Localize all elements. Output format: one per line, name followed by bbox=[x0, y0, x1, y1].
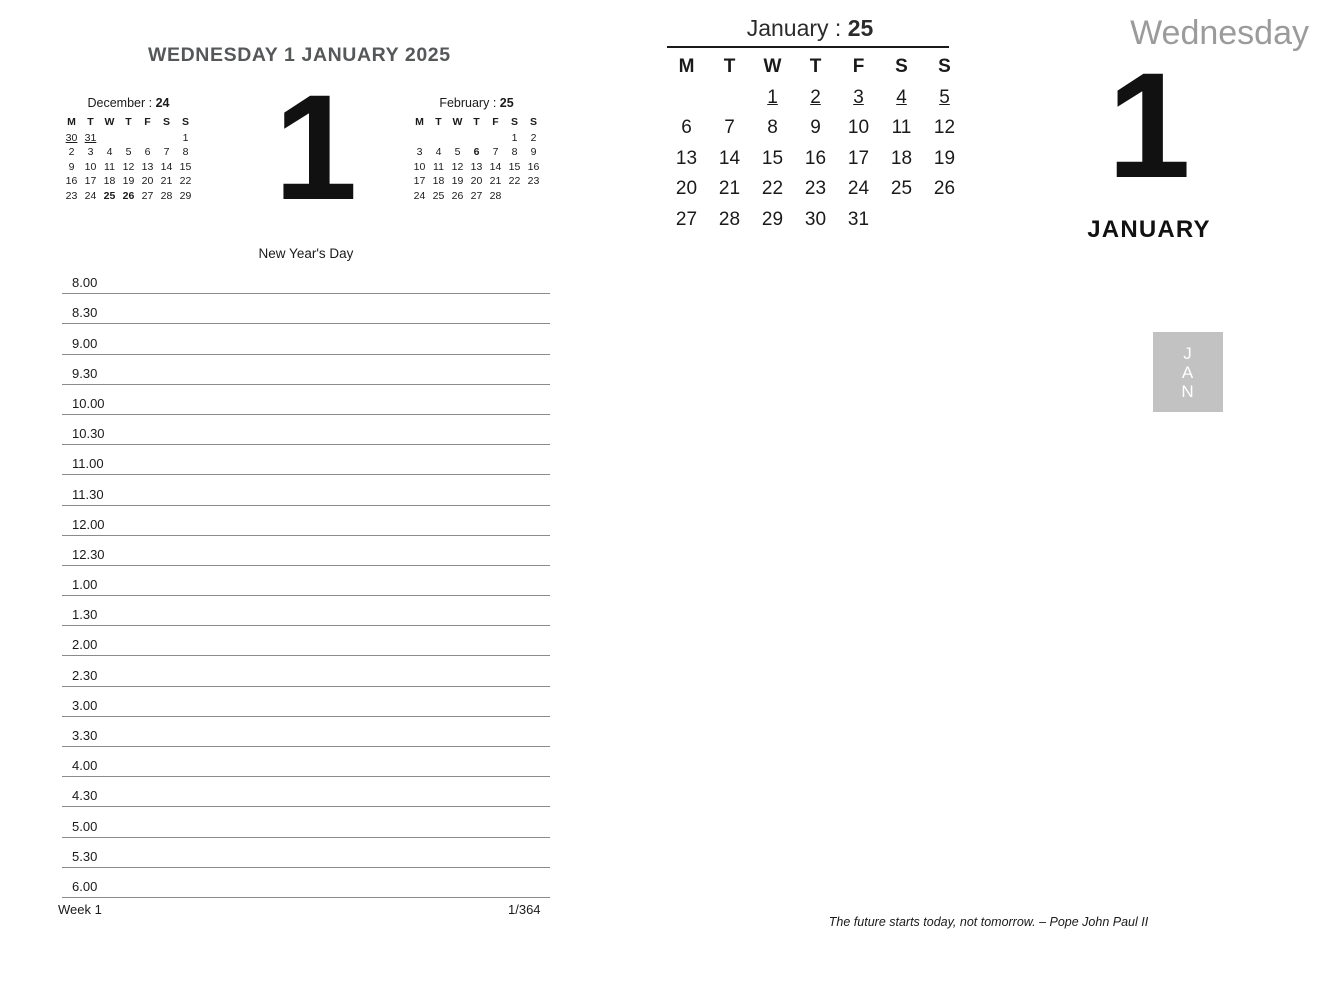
mini-day bbox=[410, 131, 429, 146]
time-slot-label: 8.00 bbox=[72, 275, 98, 291]
mini-weekday: S bbox=[529, 116, 537, 128]
mini-day: 11 bbox=[433, 160, 444, 173]
mini-day bbox=[100, 131, 119, 146]
mini-day: 23 bbox=[65, 189, 78, 202]
mini-day: 24 bbox=[84, 189, 97, 202]
mini-day: 13 bbox=[141, 160, 154, 173]
mini-day: 25 bbox=[432, 189, 445, 202]
mini-weekday-row bbox=[410, 115, 543, 131]
calendar-week-row bbox=[665, 113, 966, 144]
time-slot-label: 10.30 bbox=[72, 426, 105, 442]
mini-day: 9 bbox=[530, 146, 537, 158]
mini-day: 22 bbox=[179, 175, 192, 187]
mini-day: 12 bbox=[122, 160, 135, 173]
calendar-day[interactable] bbox=[923, 205, 966, 236]
calendar-day[interactable]: 14 bbox=[718, 147, 741, 169]
mini-weekday: W bbox=[104, 116, 115, 128]
mini-day: 15 bbox=[508, 160, 521, 173]
mini-day: 20 bbox=[141, 175, 154, 187]
mini-day: 16 bbox=[527, 160, 540, 173]
mini-day: 4 bbox=[106, 146, 113, 158]
mini-day: 21 bbox=[489, 175, 502, 187]
time-slot-row[interactable] bbox=[62, 415, 550, 445]
mini-day: 21 bbox=[160, 175, 173, 187]
calendar-day[interactable]: 10 bbox=[847, 117, 870, 139]
calendar-week-row bbox=[665, 83, 966, 114]
mini-weekday: T bbox=[435, 116, 442, 128]
mini-day bbox=[467, 131, 486, 146]
mini-calendar-december bbox=[62, 96, 195, 203]
mini-day: 6 bbox=[144, 146, 151, 158]
week-number-label: Week 1 bbox=[58, 902, 102, 917]
time-slot-label: 10.00 bbox=[72, 395, 105, 411]
mini-day: 30 bbox=[65, 131, 78, 144]
mini-day bbox=[429, 131, 448, 146]
time-slot-row[interactable] bbox=[62, 385, 550, 415]
time-slot-label: 11.00 bbox=[72, 456, 104, 472]
time-slot-row[interactable] bbox=[62, 475, 550, 505]
mini-weekday: W bbox=[452, 116, 463, 128]
time-slot-label: 11.30 bbox=[72, 486, 104, 502]
mini-day: 26 bbox=[451, 189, 464, 202]
calendar-day[interactable]: 5 bbox=[939, 86, 950, 108]
calendar-day[interactable]: 30 bbox=[804, 208, 827, 230]
mini-day: 17 bbox=[413, 175, 426, 187]
month-tab-letter: A bbox=[1181, 362, 1195, 382]
mini-day bbox=[505, 189, 524, 204]
calendar-day[interactable]: 13 bbox=[675, 147, 698, 169]
calendar-day[interactable]: 2 bbox=[810, 86, 821, 108]
mini-day: 7 bbox=[492, 146, 499, 158]
mini-calendar-february-table bbox=[410, 115, 543, 203]
mini-day bbox=[157, 131, 176, 146]
time-slot-label: 1.00 bbox=[72, 577, 98, 593]
mini-week-row bbox=[410, 160, 543, 175]
mini-day: 14 bbox=[489, 160, 502, 173]
mini-day: 18 bbox=[103, 175, 116, 187]
calendar-day[interactable]: 27 bbox=[675, 208, 698, 230]
mini-week-row bbox=[410, 131, 543, 146]
mini-day bbox=[448, 131, 467, 146]
mini-day: 29 bbox=[179, 189, 192, 202]
time-slot-label: 5.00 bbox=[72, 818, 98, 834]
calendar-week-row bbox=[665, 205, 966, 236]
mini-weekday: M bbox=[415, 116, 424, 128]
calendar-day[interactable]: 24 bbox=[847, 178, 870, 200]
holiday-label: New Year's Day bbox=[258, 246, 354, 261]
mini-day: 1 bbox=[182, 131, 189, 144]
month-name: JANUARY bbox=[1087, 216, 1211, 243]
calendar-weekday: F bbox=[852, 56, 865, 78]
mini-day: 10 bbox=[84, 160, 97, 173]
time-slot-row[interactable] bbox=[62, 536, 550, 566]
big-day-number-left: 1 bbox=[274, 63, 358, 231]
quote-text: The future starts today, not tomorrow. – Pope John Paul II bbox=[828, 915, 1149, 929]
calendar-day[interactable]: 1 bbox=[767, 86, 778, 108]
calendar-weekday: M bbox=[678, 56, 695, 78]
mini-day: 3 bbox=[87, 146, 94, 158]
time-slot-label: 9.30 bbox=[72, 365, 98, 381]
mini-day: 19 bbox=[451, 175, 464, 187]
time-slot-row[interactable] bbox=[62, 566, 550, 596]
mini-week-row bbox=[62, 160, 195, 175]
calendar-day[interactable]: 4 bbox=[896, 86, 907, 108]
mini-weekday: T bbox=[125, 116, 132, 128]
mini-weekday: F bbox=[492, 116, 499, 128]
calendar-day[interactable]: 28 bbox=[718, 208, 741, 230]
day-of-year-label: 1/364 bbox=[508, 902, 541, 917]
time-slot-row[interactable] bbox=[62, 747, 550, 777]
calendar-weekday: S bbox=[895, 56, 908, 78]
mini-weekday: F bbox=[144, 116, 151, 128]
mini-calendar-december-title: December : 24 bbox=[87, 96, 170, 110]
mini-day: 16 bbox=[65, 175, 78, 187]
calendar-day[interactable]: 22 bbox=[761, 178, 784, 200]
month-tab-letter: N bbox=[1181, 381, 1195, 401]
calendar-day[interactable]: 26 bbox=[933, 178, 956, 200]
month-calendar-table bbox=[665, 52, 966, 235]
mini-day: 5 bbox=[125, 146, 132, 158]
mini-day: 1 bbox=[511, 131, 518, 144]
mini-day: 20 bbox=[470, 175, 483, 187]
mini-day: 12 bbox=[451, 160, 464, 173]
time-slot-label: 4.00 bbox=[72, 758, 98, 774]
mini-day: 4 bbox=[435, 146, 442, 158]
calendar-weekday: S bbox=[938, 56, 951, 78]
time-slot-label: 9.00 bbox=[72, 335, 98, 351]
time-slot-grid bbox=[62, 264, 550, 898]
mini-weekday: T bbox=[473, 116, 480, 128]
calendar-day[interactable]: 11 bbox=[891, 117, 912, 139]
calendar-week-row bbox=[665, 144, 966, 175]
time-slot-row[interactable] bbox=[62, 445, 550, 475]
mini-week-row bbox=[62, 131, 195, 146]
time-slot-row[interactable] bbox=[62, 687, 550, 717]
month-calendar-title: January : 25 bbox=[746, 15, 874, 41]
mini-day bbox=[524, 189, 543, 204]
mini-day: 28 bbox=[489, 189, 502, 202]
mini-week-row bbox=[62, 174, 195, 189]
mini-day: 31 bbox=[84, 131, 97, 144]
mini-day: 25 bbox=[103, 189, 116, 202]
mini-day bbox=[138, 131, 157, 146]
calendar-weekday: T bbox=[809, 56, 822, 78]
mini-week-row bbox=[62, 145, 195, 160]
mini-weekday-row bbox=[62, 115, 195, 131]
time-slot-row[interactable] bbox=[62, 506, 550, 536]
calendar-day[interactable] bbox=[708, 83, 751, 114]
right-page bbox=[659, 0, 1318, 1006]
time-slot-label: 8.30 bbox=[72, 305, 98, 321]
calendar-day[interactable]: 12 bbox=[933, 117, 956, 139]
calendar-weekday: W bbox=[763, 56, 782, 78]
calendar-day[interactable]: 17 bbox=[847, 147, 870, 169]
calendar-week-row bbox=[665, 174, 966, 205]
mini-day bbox=[119, 131, 138, 146]
calendar-day[interactable]: 18 bbox=[890, 147, 913, 169]
mini-day: 28 bbox=[160, 189, 173, 202]
mini-day: 13 bbox=[470, 160, 483, 173]
time-slot-row[interactable] bbox=[62, 294, 550, 324]
page-title: WEDNESDAY 1 JANUARY 2025 bbox=[148, 44, 451, 66]
mini-day: 23 bbox=[527, 175, 540, 187]
calendar-day[interactable]: 31 bbox=[847, 208, 870, 230]
mini-weekday: S bbox=[181, 116, 189, 128]
time-slot-label: 3.00 bbox=[72, 697, 98, 713]
mini-day: 22 bbox=[508, 175, 521, 187]
time-slot-row[interactable] bbox=[62, 868, 550, 898]
mini-day: 5 bbox=[454, 146, 461, 158]
mini-day: 11 bbox=[104, 160, 115, 173]
mini-week-row bbox=[410, 189, 543, 204]
time-slot-label: 2.00 bbox=[72, 637, 98, 653]
time-slot-row[interactable] bbox=[62, 596, 550, 626]
time-slot-row[interactable] bbox=[62, 264, 550, 294]
calendar-day[interactable]: 23 bbox=[804, 178, 827, 200]
time-slot-label: 12.30 bbox=[72, 546, 105, 562]
mini-weekday: T bbox=[87, 116, 94, 128]
mini-day: 26 bbox=[122, 189, 135, 202]
mini-day: 6 bbox=[473, 146, 480, 158]
calendar-day[interactable] bbox=[665, 83, 708, 114]
mini-day: 2 bbox=[68, 146, 75, 158]
time-slot-row[interactable] bbox=[62, 656, 550, 686]
mini-day: 9 bbox=[68, 160, 75, 173]
mini-weekday: S bbox=[162, 116, 170, 128]
calendar-day[interactable]: 15 bbox=[761, 147, 784, 169]
mini-day: 10 bbox=[413, 160, 426, 173]
time-slot-label: 1.30 bbox=[72, 607, 98, 623]
time-slot-label: 2.30 bbox=[72, 667, 98, 683]
calendar-day[interactable]: 21 bbox=[718, 178, 741, 200]
mini-week-row bbox=[410, 145, 543, 160]
mini-day: 8 bbox=[511, 146, 518, 158]
time-slot-label: 5.30 bbox=[72, 848, 98, 864]
calendar-weekday-row bbox=[665, 52, 966, 83]
time-slot-label: 4.30 bbox=[72, 788, 98, 804]
title-divider bbox=[667, 46, 949, 48]
mini-day: 2 bbox=[530, 131, 537, 144]
time-slot-label: 3.30 bbox=[72, 728, 98, 743]
calendar-day[interactable]: 25 bbox=[890, 178, 913, 200]
time-slot-row[interactable] bbox=[62, 807, 550, 837]
mini-day: 19 bbox=[122, 175, 135, 187]
mini-day: 14 bbox=[160, 160, 173, 173]
calendar-day[interactable]: 8 bbox=[767, 117, 778, 139]
time-slot-row[interactable] bbox=[62, 717, 550, 747]
time-slot-label: 12.00 bbox=[72, 516, 105, 532]
calendar-day[interactable]: 9 bbox=[810, 117, 821, 139]
mini-day: 17 bbox=[84, 175, 97, 187]
weekday-name: Wednesday bbox=[1130, 14, 1309, 52]
time-slot-row[interactable] bbox=[62, 626, 550, 656]
calendar-day[interactable]: 19 bbox=[933, 147, 956, 169]
time-slot-row[interactable] bbox=[62, 838, 550, 868]
calendar-day[interactable]: 7 bbox=[724, 117, 735, 139]
mini-day: 7 bbox=[163, 146, 170, 158]
calendar-day[interactable]: 3 bbox=[853, 86, 864, 108]
mini-day bbox=[486, 131, 505, 146]
calendar-day[interactable]: 29 bbox=[761, 208, 784, 230]
mini-day: 15 bbox=[179, 160, 192, 173]
mini-day: 8 bbox=[182, 146, 189, 158]
time-slot-label: 6.00 bbox=[72, 878, 98, 894]
mini-day: 24 bbox=[413, 189, 426, 202]
mini-day: 18 bbox=[432, 175, 445, 187]
mini-calendar-december-table bbox=[62, 115, 195, 203]
mini-day: 27 bbox=[470, 189, 483, 202]
mini-day: 3 bbox=[416, 146, 423, 158]
calendar-weekday: T bbox=[723, 56, 736, 78]
time-slot-row[interactable] bbox=[62, 355, 550, 385]
calendar-day[interactable]: 20 bbox=[675, 178, 698, 200]
month-tab-letter: J bbox=[1183, 343, 1193, 363]
mini-week-row bbox=[410, 174, 543, 189]
mini-day: 27 bbox=[141, 189, 154, 202]
mini-weekday: M bbox=[67, 116, 76, 128]
month-thumb-tab[interactable] bbox=[1153, 332, 1223, 412]
calendar-day[interactable]: 6 bbox=[681, 117, 692, 139]
big-day-number-right: 1 bbox=[1107, 41, 1191, 209]
time-slot-row[interactable] bbox=[62, 324, 550, 354]
mini-calendar-february bbox=[410, 96, 543, 203]
calendar-day[interactable] bbox=[880, 205, 923, 236]
mini-calendar-february-title: February : 25 bbox=[439, 96, 514, 110]
mini-weekday: S bbox=[510, 116, 518, 128]
time-slot-row[interactable] bbox=[62, 777, 550, 807]
calendar-day[interactable]: 16 bbox=[804, 147, 827, 169]
mini-week-row bbox=[62, 189, 195, 204]
